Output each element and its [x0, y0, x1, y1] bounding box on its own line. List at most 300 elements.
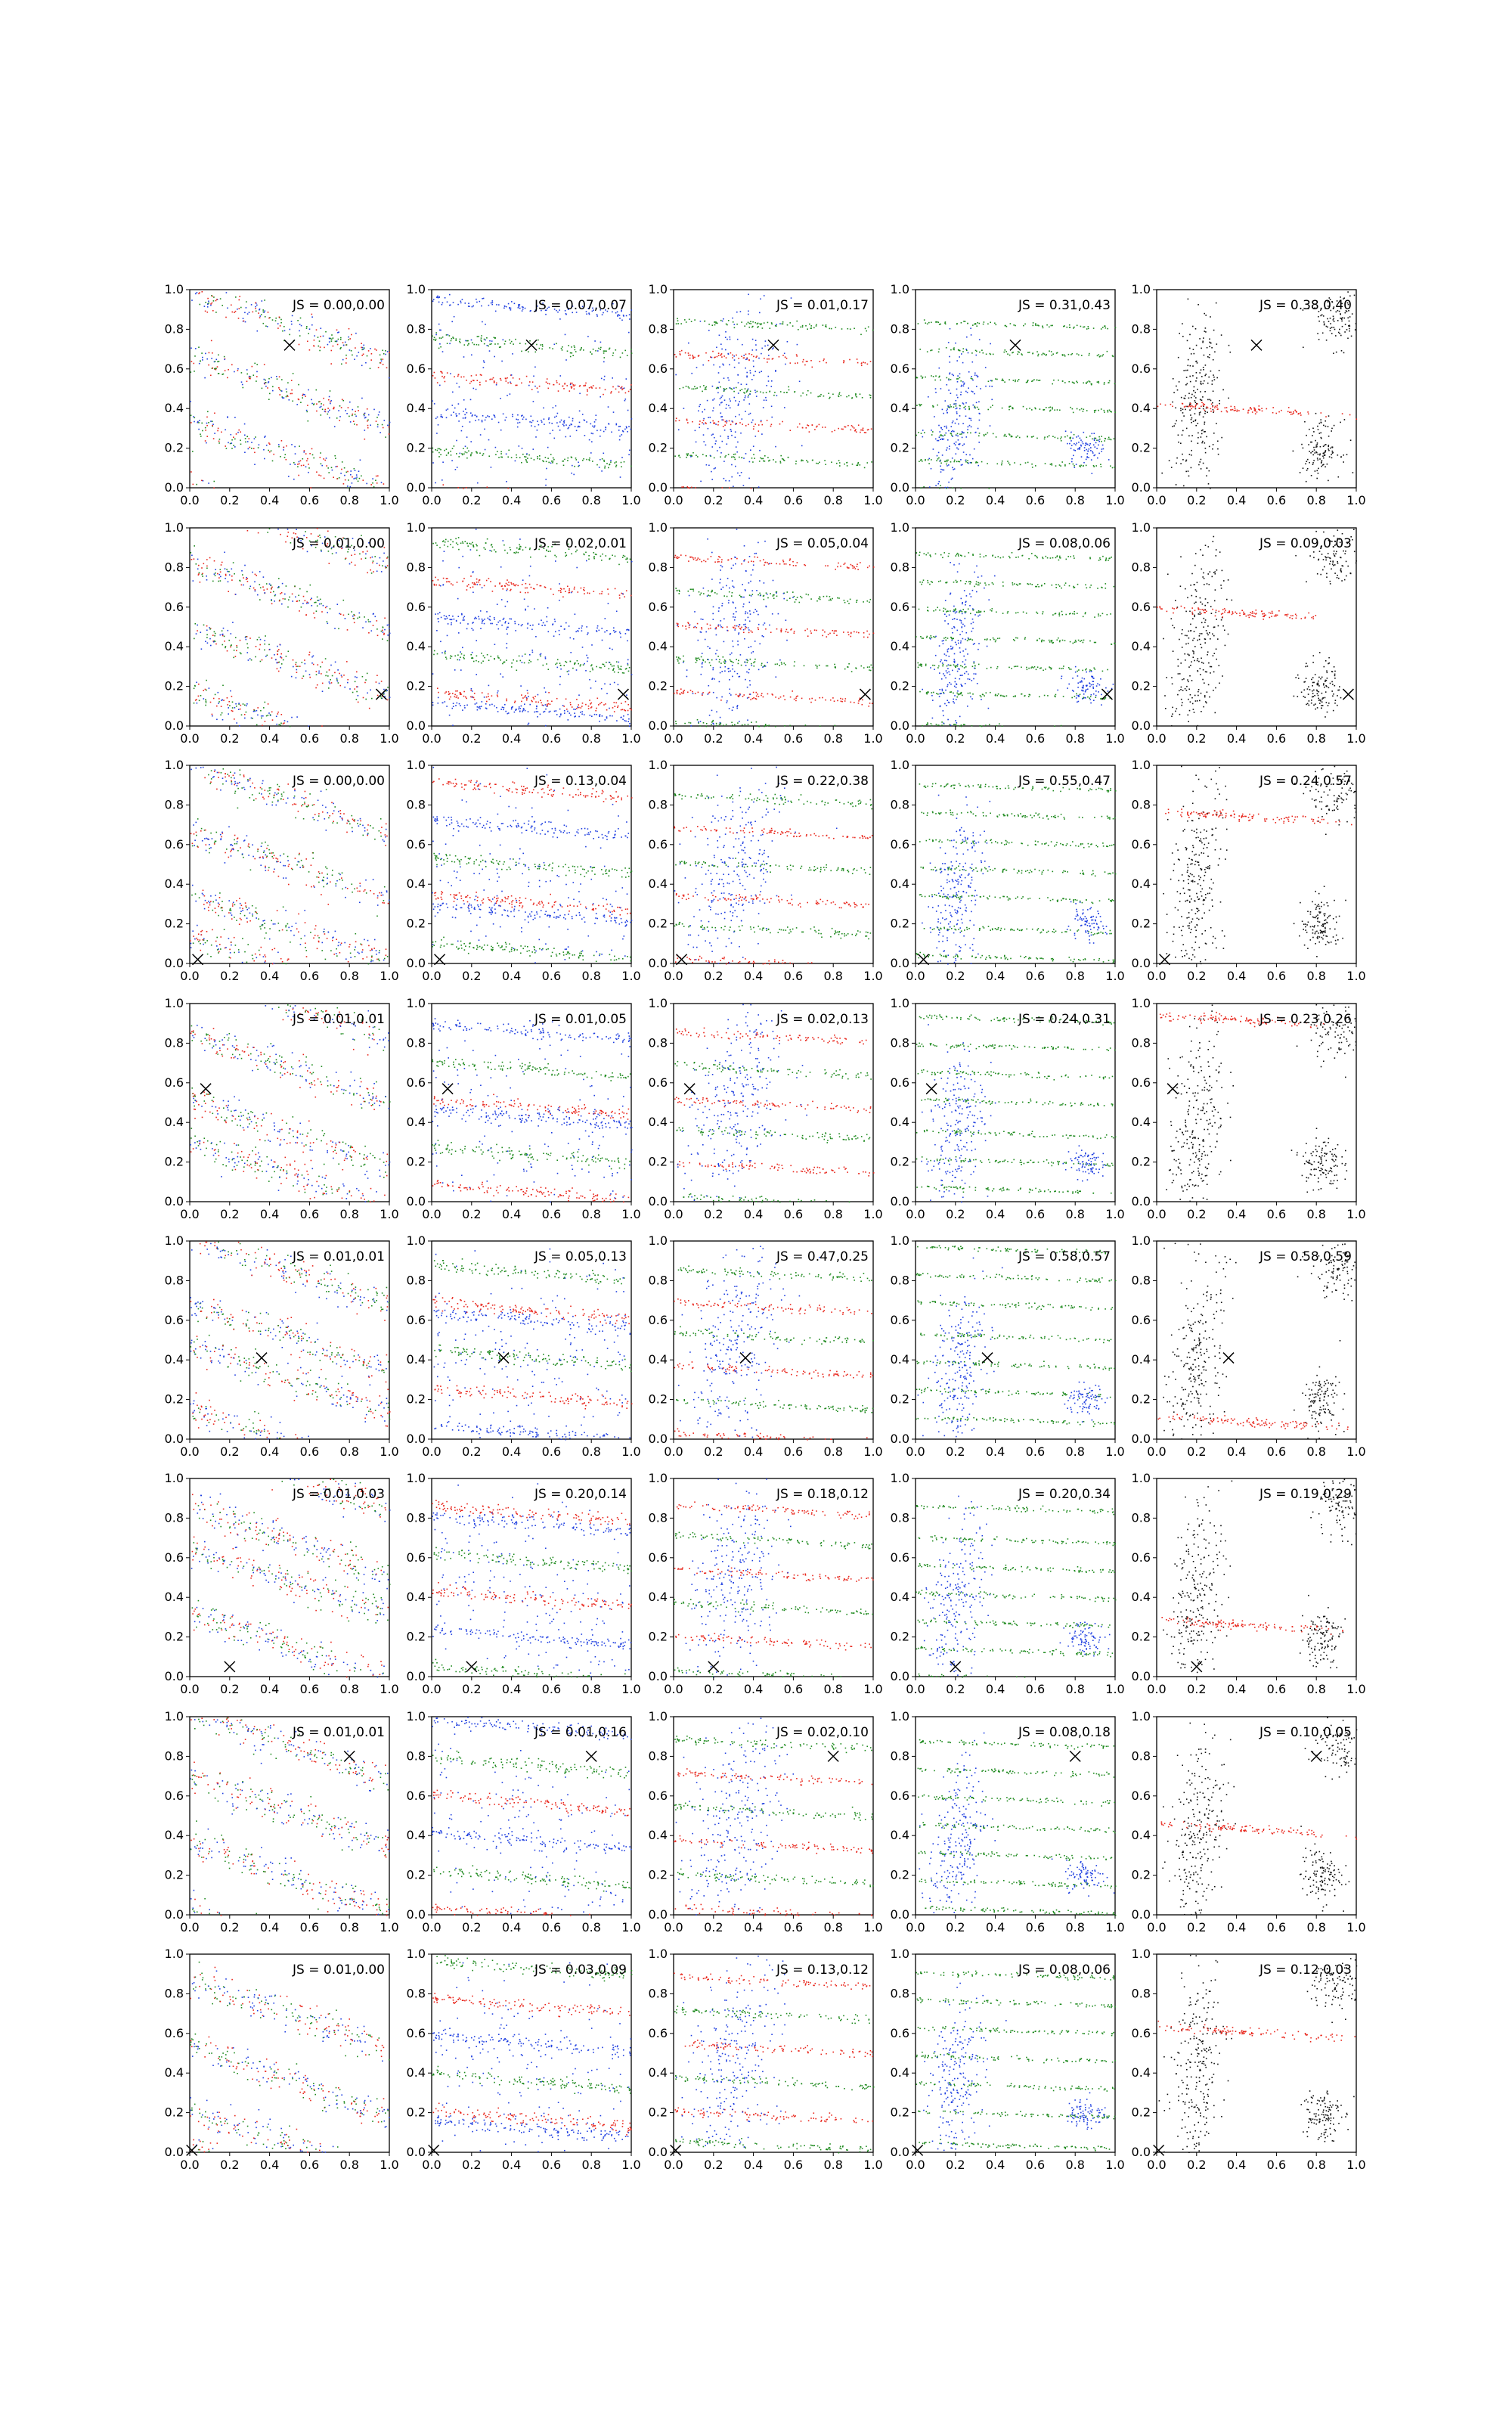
scatter-point	[268, 703, 269, 705]
scatter-point	[1327, 327, 1328, 328]
scatter-point	[451, 656, 453, 657]
scatter-point	[620, 357, 621, 358]
scatter-point	[522, 697, 524, 699]
scatter-point	[624, 596, 625, 597]
scatter-point	[435, 449, 436, 451]
scatter-point	[240, 705, 242, 706]
scatter-point	[321, 611, 323, 613]
scatter-point	[947, 408, 948, 410]
scatter-point	[1300, 414, 1302, 416]
scatter-point	[752, 420, 754, 421]
scatter-point	[277, 378, 278, 380]
scatter-point	[1088, 457, 1089, 458]
scatter-point	[212, 302, 213, 304]
scatter-point	[485, 449, 486, 451]
scatter-point	[861, 363, 863, 365]
scatter-point	[432, 462, 434, 464]
scatter-point	[479, 419, 480, 420]
scatter-point	[317, 605, 318, 607]
scatter-point	[721, 419, 723, 420]
scatter-point	[1213, 444, 1214, 445]
scatter-point	[1060, 465, 1061, 467]
scatter-point	[1101, 448, 1103, 450]
scatter-point	[491, 544, 493, 545]
scatter-point	[951, 426, 953, 427]
scatter-point	[355, 347, 356, 349]
scatter-point	[750, 370, 751, 371]
scatter-point	[479, 706, 480, 708]
scatter-point	[855, 393, 857, 395]
scatter-point	[705, 389, 706, 390]
scatter-point	[988, 381, 990, 383]
scatter-point	[1210, 343, 1212, 344]
scatter-point	[578, 716, 580, 718]
scatter-point	[748, 414, 750, 415]
scatter-point	[314, 340, 315, 341]
scatter-point	[215, 369, 217, 371]
scatter-point	[259, 317, 261, 318]
scatter-point	[476, 545, 478, 547]
scatter-point	[767, 345, 769, 346]
scatter-point	[255, 589, 256, 591]
x-tick-label: 0.8	[1065, 493, 1084, 507]
scatter-point	[783, 392, 785, 393]
scatter-point	[521, 706, 522, 707]
scatter-point	[771, 380, 773, 382]
scatter-point	[581, 713, 583, 715]
scatter-point	[934, 380, 936, 381]
scatter-point	[924, 319, 925, 321]
scatter-point	[586, 459, 587, 461]
scatter-point	[707, 400, 708, 402]
scatter-point	[802, 427, 804, 429]
scatter-point	[799, 424, 801, 425]
scatter-point	[374, 349, 376, 350]
scatter-point	[379, 683, 380, 684]
scatter-point	[721, 349, 723, 350]
scatter-point	[705, 389, 707, 390]
scatter-point	[456, 697, 457, 699]
scatter-point	[631, 709, 633, 711]
scatter-point	[283, 723, 284, 724]
scatter-point	[745, 396, 746, 397]
scatter-point	[1087, 451, 1089, 452]
scatter-point	[1192, 365, 1194, 367]
scatter-point	[503, 707, 505, 709]
scatter-point	[1334, 321, 1335, 322]
scatter-point	[463, 453, 465, 455]
scatter-point	[295, 533, 296, 535]
scatter-point	[994, 323, 996, 324]
scatter-point	[601, 593, 603, 594]
scatter-point	[364, 439, 366, 440]
scatter-point	[1021, 353, 1023, 355]
scatter-point	[296, 678, 297, 679]
scatter-point	[615, 706, 616, 707]
scatter-point	[1320, 433, 1321, 434]
scatter-point	[750, 449, 751, 451]
scatter-point	[674, 455, 676, 457]
scatter-point	[497, 451, 498, 452]
y-tick-label: 0.2	[165, 679, 184, 693]
scatter-point	[618, 392, 620, 393]
scatter-point	[939, 368, 940, 369]
scatter-point	[743, 357, 745, 358]
scatter-point	[680, 351, 681, 352]
scatter-point	[844, 361, 845, 362]
scatter-point	[954, 460, 956, 461]
scatter-point	[262, 659, 263, 661]
scatter-point	[256, 371, 258, 373]
scatter-point	[234, 446, 236, 448]
scatter-point	[935, 321, 937, 323]
scatter-point	[730, 337, 731, 338]
scatter-point	[523, 417, 525, 418]
scatter-point	[1015, 325, 1016, 327]
scatter-point	[627, 355, 628, 356]
scatter-point	[946, 427, 947, 429]
scatter-point	[1194, 396, 1195, 397]
scatter-point	[533, 697, 534, 699]
scatter-point	[450, 544, 451, 545]
scatter-point	[1207, 383, 1209, 384]
scatter-point	[466, 487, 467, 489]
scatter-point	[960, 459, 962, 461]
scatter-point	[533, 376, 534, 377]
scatter-point	[311, 324, 313, 326]
scatter-point	[916, 377, 917, 378]
scatter-point	[201, 423, 203, 424]
scatter-point	[600, 347, 602, 349]
scatter-point	[1185, 370, 1187, 371]
scatter-point	[733, 486, 734, 487]
scatter-point	[752, 321, 754, 323]
scatter-point	[531, 422, 533, 424]
scatter-point	[1098, 439, 1100, 441]
scatter-point	[575, 349, 576, 351]
scatter-point	[230, 690, 231, 692]
scatter-point	[571, 554, 572, 555]
scatter-point	[488, 578, 490, 579]
scatter-point	[510, 308, 512, 309]
scatter-point	[1004, 352, 1005, 353]
scatter-point	[435, 482, 436, 484]
scatter-point	[206, 423, 208, 424]
scatter-point	[195, 293, 197, 295]
scatter-point	[1340, 422, 1341, 424]
scatter-point	[1312, 464, 1314, 465]
scatter-point	[346, 661, 348, 662]
x-tick-label: 0.2	[462, 493, 481, 507]
scatter-point	[364, 413, 366, 414]
scatter-point	[1206, 475, 1207, 476]
scatter-point	[1086, 410, 1088, 411]
scatter-point	[361, 347, 362, 349]
scatter-point	[284, 457, 286, 458]
scatter-point	[1007, 461, 1009, 462]
scatter-point	[262, 309, 264, 311]
scatter-point	[239, 580, 240, 582]
scatter-point	[1076, 442, 1077, 444]
scatter-point	[581, 711, 583, 712]
scatter-point	[361, 398, 363, 399]
scatter-point	[1098, 381, 1099, 383]
scatter-point	[241, 570, 243, 572]
scatter-point	[381, 681, 383, 682]
scatter-point	[624, 429, 626, 430]
scatter-point	[928, 463, 930, 464]
scatter-point	[606, 555, 607, 557]
scatter-point	[1328, 445, 1330, 446]
scatter-point	[525, 343, 527, 345]
scatter-point	[450, 697, 451, 698]
scatter-point	[499, 582, 500, 584]
scatter-point	[724, 424, 726, 426]
scatter-point	[971, 420, 972, 421]
scatter-point	[1182, 403, 1184, 405]
scatter-point	[785, 356, 786, 358]
scatter-point	[309, 328, 311, 330]
scatter-point	[489, 344, 491, 346]
scatter-point	[373, 560, 374, 562]
scatter-point	[268, 378, 270, 380]
scatter-point	[548, 703, 550, 705]
scatter-point	[465, 697, 466, 698]
scatter-point	[496, 707, 497, 709]
scatter-point	[531, 701, 533, 703]
scatter-point	[1309, 429, 1310, 430]
scatter-point	[1262, 411, 1263, 412]
scatter-point	[249, 438, 250, 439]
scatter-point	[450, 619, 451, 621]
y-tick-label: 0.8	[165, 560, 184, 574]
scatter-point	[301, 465, 302, 467]
scatter-point	[443, 540, 445, 541]
scatter-point	[819, 462, 820, 464]
scatter-point	[1086, 459, 1087, 461]
scatter-point	[766, 392, 767, 393]
scatter-point	[1325, 444, 1327, 445]
scatter-point	[463, 696, 465, 697]
scatter-point	[1204, 413, 1206, 414]
scatter-point	[787, 324, 789, 326]
scatter-point	[1204, 422, 1206, 424]
scatter-point	[1050, 407, 1052, 408]
scatter-point	[486, 580, 488, 582]
scatter-point	[922, 436, 924, 438]
scatter-point	[537, 716, 538, 718]
scatter-point	[470, 454, 472, 455]
scatter-point	[601, 702, 603, 703]
scatter-point	[852, 397, 854, 399]
scatter-point	[619, 597, 621, 599]
scatter-point	[359, 554, 361, 555]
scatter-point	[476, 579, 478, 580]
scatter-point	[838, 396, 839, 397]
scatter-point	[269, 649, 271, 650]
scatter-point	[686, 419, 688, 420]
scatter-point	[1080, 438, 1081, 439]
scatter-point	[340, 613, 342, 615]
scatter-point	[592, 433, 593, 435]
scatter-point	[472, 658, 474, 659]
scatter-point	[676, 417, 677, 419]
scatter-point	[345, 479, 346, 481]
scatter-point	[775, 371, 776, 372]
scatter-point	[449, 343, 451, 345]
scatter-point	[631, 595, 632, 597]
scatter-point	[302, 397, 303, 399]
scatter-point	[1322, 455, 1324, 457]
scatter-point	[389, 625, 390, 626]
scatter-point	[320, 457, 321, 458]
scatter-point	[945, 487, 947, 489]
scatter-point	[1045, 463, 1046, 464]
scatter-point	[542, 346, 544, 347]
scatter-point	[1179, 333, 1180, 334]
scatter-point	[1320, 446, 1321, 448]
scatter-point	[749, 323, 751, 324]
scatter-point	[1017, 436, 1018, 437]
scatter-point	[817, 396, 819, 398]
scatter-point	[971, 391, 973, 392]
scatter-point	[1072, 408, 1074, 410]
scatter-point	[581, 347, 582, 349]
scatter-point	[248, 448, 249, 450]
scatter-point	[233, 445, 234, 446]
scatter-point	[950, 379, 952, 380]
scatter-point	[231, 569, 233, 570]
scatter-point	[1191, 455, 1192, 456]
scatter-point	[448, 541, 449, 542]
scatter-point	[1328, 446, 1329, 448]
scatter-point	[302, 458, 304, 460]
scatter-point	[1341, 321, 1343, 322]
scatter-point	[928, 458, 930, 460]
scatter-point	[206, 576, 207, 577]
scatter-point	[574, 712, 575, 714]
scatter-point	[560, 715, 562, 716]
scatter-point	[919, 349, 921, 350]
scatter-point	[191, 552, 192, 554]
scatter-point	[271, 657, 273, 659]
scatter-point	[1044, 436, 1046, 438]
scatter-point	[616, 424, 618, 425]
scatter-point	[327, 408, 329, 409]
scatter-point	[510, 343, 511, 344]
scatter-point	[1099, 439, 1101, 440]
scatter-point	[548, 417, 550, 419]
scatter-point	[543, 712, 544, 713]
scatter-point	[1052, 325, 1053, 327]
scatter-point	[838, 460, 840, 461]
scatter-point	[1070, 407, 1071, 408]
scatter-point	[210, 303, 212, 305]
scatter-point	[525, 459, 527, 461]
scatter-point	[439, 612, 441, 613]
scatter-point	[1276, 413, 1278, 414]
scatter-point	[823, 324, 824, 326]
scatter-point	[948, 380, 950, 381]
scatter-point	[265, 635, 266, 637]
scatter-point	[218, 581, 219, 582]
scatter-point	[543, 622, 544, 624]
scatter-point	[210, 305, 212, 306]
scatter-point	[222, 719, 224, 721]
scatter-point	[542, 461, 544, 462]
scatter-point	[309, 674, 311, 675]
scatter-point	[220, 576, 222, 578]
scatter-point	[946, 426, 947, 427]
scatter-point	[860, 464, 861, 466]
scatter-point	[947, 460, 948, 461]
scatter-point	[262, 715, 264, 717]
scatter-point	[1089, 436, 1091, 437]
scatter-point	[1213, 330, 1215, 331]
scatter-point	[209, 627, 210, 628]
scatter-point	[539, 348, 541, 349]
scatter-point	[330, 679, 331, 681]
scatter-point	[373, 613, 374, 615]
scatter-point	[514, 303, 516, 305]
scatter-point	[710, 455, 711, 457]
scatter-point	[280, 325, 281, 327]
scatter-point	[328, 472, 330, 473]
scatter-point	[1035, 323, 1036, 324]
scatter-point	[516, 670, 518, 672]
y-tick-label: 0.2	[649, 441, 668, 455]
scatter-point	[735, 437, 736, 439]
scatter-point	[517, 414, 519, 416]
scatter-point	[473, 388, 475, 389]
scatter-point	[476, 374, 477, 376]
y-tick-label: 0.8	[407, 321, 426, 336]
scatter-point	[953, 420, 954, 422]
scatter-point	[558, 590, 559, 591]
scatter-point	[454, 656, 456, 657]
scatter-point	[1323, 445, 1325, 447]
scatter-point	[763, 392, 764, 394]
scatter-point	[557, 659, 559, 661]
scatter-point	[956, 453, 957, 455]
scatter-point	[506, 481, 507, 482]
scatter-point	[211, 358, 212, 359]
scatter-point	[227, 704, 228, 706]
scatter-point	[1086, 437, 1088, 439]
scatter-point	[1080, 439, 1082, 441]
x-tick-label: 0.6	[300, 731, 319, 746]
scatter-point	[351, 611, 352, 613]
scatter-point	[722, 396, 723, 397]
scatter-point	[589, 387, 590, 389]
scatter-point	[618, 386, 620, 387]
scatter-point	[1349, 316, 1351, 318]
scatter-point	[1204, 355, 1205, 356]
scatter-point	[537, 420, 538, 422]
scatter-point	[448, 623, 449, 625]
scatter-point	[1089, 448, 1090, 450]
scatter-point	[281, 663, 283, 665]
scatter-point	[261, 314, 262, 315]
scatter-point	[483, 367, 485, 368]
scatter-point	[339, 416, 341, 417]
scatter-point	[1112, 467, 1114, 469]
scatter-point	[608, 406, 609, 408]
scatter-point	[506, 628, 507, 630]
scatter-point	[1104, 383, 1105, 385]
scatter-point	[1082, 442, 1083, 443]
scatter-point	[380, 362, 382, 364]
